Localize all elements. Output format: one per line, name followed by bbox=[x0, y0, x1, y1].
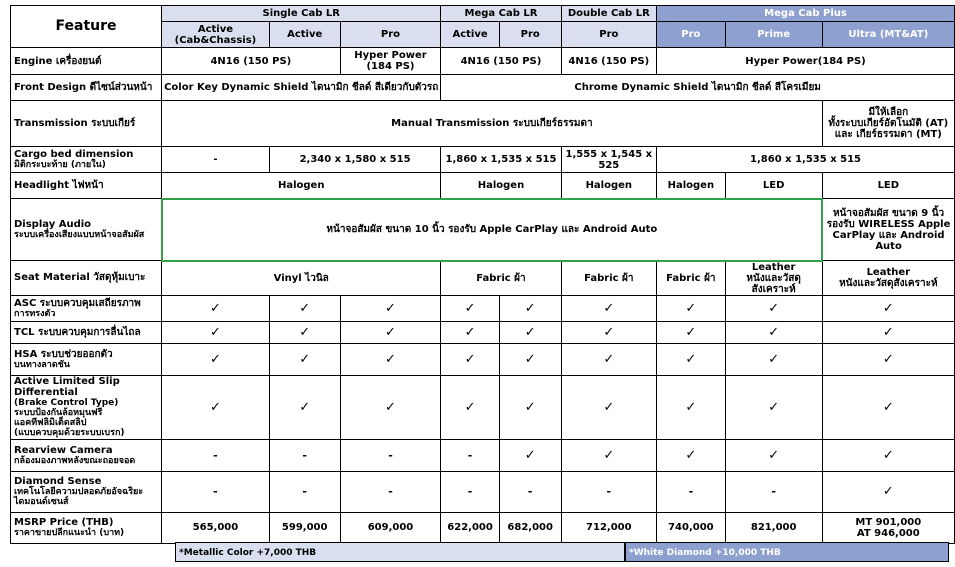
alsd-cell: ✓ bbox=[725, 375, 822, 439]
tcl-cell: ✓ bbox=[340, 321, 441, 343]
dia-cell: - bbox=[657, 471, 726, 512]
label-msrp-sub: ราคาขายปลีกแนะนำ (บาท) bbox=[14, 528, 125, 538]
row-seat bbox=[11, 261, 955, 296]
dia-cell: - bbox=[162, 471, 270, 512]
asc-cell: ✓ bbox=[441, 295, 499, 321]
hsa-cell: ✓ bbox=[561, 343, 656, 375]
label-asc bbox=[11, 295, 162, 321]
row-display-audio bbox=[11, 199, 955, 261]
label-asc-sub: การทรงตัว bbox=[14, 308, 56, 319]
audio-10-inch: หน้าจอสัมผัส ขนาด 10 นิ้ว รองรับ Apple CarPlay และ Android Auto bbox=[162, 199, 823, 261]
sub-plus-pro: Pro bbox=[657, 22, 726, 48]
tcl-cell: ✓ bbox=[822, 321, 954, 343]
sub-mega-pro: Pro bbox=[499, 22, 561, 48]
label-front-design: Front Design ดีไซน์ส่วนหน้า bbox=[11, 75, 162, 101]
row-rear-camera bbox=[11, 439, 955, 471]
seat-plus-pro: Fabric ผ้า bbox=[657, 261, 726, 296]
asc-cell: ✓ bbox=[269, 295, 340, 321]
alsd-cell: ✓ bbox=[822, 375, 954, 439]
row-hsa bbox=[11, 343, 955, 375]
row-alsd bbox=[11, 375, 955, 439]
engine-double: 4N16 (150 PS) bbox=[561, 48, 656, 75]
cam-cell: - bbox=[441, 439, 499, 471]
seat-single: Vinyl ไวนิล bbox=[162, 261, 441, 296]
asc-cell: ✓ bbox=[340, 295, 441, 321]
group-mega-cab-lr: Mega Cab LR bbox=[441, 6, 561, 22]
msrp-cell: 712,000 bbox=[561, 512, 656, 543]
label-alsd-main: Active Limited Slip Differential bbox=[14, 376, 120, 398]
trans-ultra: มีให้เลือก ทั้งระบบเกียร์อัตโนมัติ (AT) และ เกียร์ธรรมดา (MT) bbox=[822, 101, 954, 147]
msrp-cell: 740,000 bbox=[657, 512, 726, 543]
tcl-cell: ✓ bbox=[657, 321, 726, 343]
sub-double-pro: Pro bbox=[561, 22, 656, 48]
label-tcl: TCL ระบบควบคุมการลื่นไถล bbox=[11, 321, 162, 343]
tcl-cell: ✓ bbox=[499, 321, 561, 343]
label-dia-main: Diamond Sense bbox=[14, 476, 102, 487]
tcl-cell: ✓ bbox=[441, 321, 499, 343]
label-display-audio bbox=[11, 199, 162, 261]
spec-table-wrapper bbox=[10, 5, 955, 544]
label-diamond-sense bbox=[11, 471, 162, 512]
label-rear-camera bbox=[11, 439, 162, 471]
hsa-cell: ✓ bbox=[340, 343, 441, 375]
spec-table bbox=[10, 5, 955, 544]
cargo-single-cab-chassis: - bbox=[162, 147, 270, 173]
label-engine: Engine เครื่องยนต์ bbox=[11, 48, 162, 75]
feature-header: Feature bbox=[11, 6, 162, 48]
headlight-double: Halogen bbox=[561, 173, 656, 199]
engine-single-pro: Hyper Power (184 PS) bbox=[340, 48, 441, 75]
label-cargo-main: Cargo bed dimension bbox=[14, 149, 134, 160]
footnote-white-diamond: *White Diamond +10,000 THB bbox=[625, 542, 949, 562]
cargo-plus: 1,860 x 1,535 x 515 bbox=[657, 147, 955, 173]
dia-cell: - bbox=[269, 471, 340, 512]
row-front-design bbox=[11, 75, 955, 101]
msrp-cell: 599,000 bbox=[269, 512, 340, 543]
cam-cell: ✓ bbox=[499, 439, 561, 471]
tcl-cell: ✓ bbox=[561, 321, 656, 343]
msrp-cell: 565,000 bbox=[162, 512, 270, 543]
alsd-cell: ✓ bbox=[162, 375, 270, 439]
asc-cell: ✓ bbox=[657, 295, 726, 321]
asc-cell: ✓ bbox=[499, 295, 561, 321]
label-headlight: Headlight ไฟหน้า bbox=[11, 173, 162, 199]
group-header-row bbox=[11, 6, 955, 22]
dia-cell: ✓ bbox=[822, 471, 954, 512]
alsd-cell: ✓ bbox=[441, 375, 499, 439]
row-msrp bbox=[11, 512, 955, 543]
dia-cell: - bbox=[340, 471, 441, 512]
cargo-single: 2,340 x 1,580 x 515 bbox=[269, 147, 441, 173]
cam-cell: - bbox=[269, 439, 340, 471]
tcl-cell: ✓ bbox=[162, 321, 270, 343]
row-asc bbox=[11, 295, 955, 321]
trans-manual: Manual Transmission ระบบเกียร์ธรรมดา bbox=[162, 101, 823, 147]
asc-cell: ✓ bbox=[822, 295, 954, 321]
sub-plus-prime: Prime bbox=[725, 22, 822, 48]
cam-cell: - bbox=[340, 439, 441, 471]
group-double-cab-lr: Double Cab LR bbox=[561, 6, 656, 22]
headlight-plus-ultra: LED bbox=[822, 173, 954, 199]
cargo-mega: 1,860 x 1,535 x 515 bbox=[441, 147, 561, 173]
engine-plus: Hyper Power(184 PS) bbox=[657, 48, 955, 75]
cam-cell: ✓ bbox=[657, 439, 726, 471]
cam-cell: ✓ bbox=[561, 439, 656, 471]
asc-cell: ✓ bbox=[725, 295, 822, 321]
seat-plus-prime: Leather หนังและวัสดุสังเคราะห์ bbox=[725, 261, 822, 296]
group-single-cab-lr: Single Cab LR bbox=[162, 6, 441, 22]
tcl-cell: ✓ bbox=[269, 321, 340, 343]
label-cargo bbox=[11, 147, 162, 173]
label-hsa bbox=[11, 343, 162, 375]
label-transmission: Transmission ระบบเกียร์ bbox=[11, 101, 162, 147]
asc-cell: ✓ bbox=[561, 295, 656, 321]
row-transmission bbox=[11, 101, 955, 147]
label-msrp-main: MSRP Price (THB) bbox=[14, 517, 114, 528]
footnote-bar bbox=[175, 542, 949, 562]
row-diamond-sense bbox=[11, 471, 955, 512]
label-hsa-sub: บนทางลาดชัน bbox=[14, 359, 70, 370]
msrp-cell: 609,000 bbox=[340, 512, 441, 543]
msrp-cell: 821,000 bbox=[725, 512, 822, 543]
row-headlight bbox=[11, 173, 955, 199]
hsa-cell: ✓ bbox=[269, 343, 340, 375]
dia-cell: - bbox=[499, 471, 561, 512]
audio-9-inch: หน้าจอสัมผัส ขนาด 9 นิ้ว รองรับ WIRELESS Apple CarPlay และ Android Auto bbox=[822, 199, 954, 261]
headlight-plus-prime: LED bbox=[725, 173, 822, 199]
headlight-single: Halogen bbox=[162, 173, 441, 199]
engine-single-active: 4N16 (150 PS) bbox=[162, 48, 341, 75]
cargo-double: 1,555 x 1,545 x 525 bbox=[561, 147, 656, 173]
alsd-cell: ✓ bbox=[657, 375, 726, 439]
hsa-cell: ✓ bbox=[441, 343, 499, 375]
row-engine bbox=[11, 48, 955, 75]
alsd-cell: ✓ bbox=[561, 375, 656, 439]
seat-double: Fabric ผ้า bbox=[561, 261, 656, 296]
sub-single-active: Active bbox=[269, 22, 340, 48]
cam-cell: ✓ bbox=[725, 439, 822, 471]
dia-cell: - bbox=[725, 471, 822, 512]
sub-plus-ultra: Ultra (MT&AT) bbox=[822, 22, 954, 48]
seat-plus-ultra: Leather หนังและวัสดุสังเคราะห์ bbox=[822, 261, 954, 296]
seat-mega: Fabric ผ้า bbox=[441, 261, 561, 296]
msrp-cell: 622,000 bbox=[441, 512, 499, 543]
alsd-cell: ✓ bbox=[499, 375, 561, 439]
label-audio-main: Display Audio bbox=[14, 219, 92, 230]
group-mega-cab-plus: Mega Cab Plus bbox=[657, 6, 955, 22]
label-hsa-main: HSA ระบบช่วยออกตัว bbox=[14, 348, 113, 360]
label-dia-sub: เทคโนโลยีความปลอดภัยอัจฉริยะ ไดมอนด์เซนส์ bbox=[14, 487, 144, 507]
row-tcl bbox=[11, 321, 955, 343]
cam-cell: - bbox=[162, 439, 270, 471]
alsd-cell: ✓ bbox=[269, 375, 340, 439]
msrp-cell: 682,000 bbox=[499, 512, 561, 543]
label-asc-main: ASC ระบบควบคุมเสถียรภาพ bbox=[14, 297, 141, 309]
sub-mega-active: Active bbox=[441, 22, 499, 48]
label-cam-main: Rearview Camera bbox=[14, 444, 113, 456]
row-cargo bbox=[11, 147, 955, 173]
asc-cell: ✓ bbox=[162, 295, 270, 321]
label-audio-sub: ระบบเครื่องเสียงแบบหน้าจอสัมผัส bbox=[14, 230, 145, 240]
headlight-mega: Halogen bbox=[441, 173, 561, 199]
headlight-plus-pro: Halogen bbox=[657, 173, 726, 199]
engine-mega: 4N16 (150 PS) bbox=[441, 48, 561, 75]
cam-cell: ✓ bbox=[822, 439, 954, 471]
alsd-cell: ✓ bbox=[340, 375, 441, 439]
front-color-key: Color Key Dynamic Shield ไดนามิก ชีลด์ สีเดียวกับตัวรถ bbox=[162, 75, 441, 101]
label-msrp bbox=[11, 512, 162, 543]
hsa-cell: ✓ bbox=[725, 343, 822, 375]
msrp-cell: MT 901,000 AT 946,000 bbox=[822, 512, 954, 543]
label-alsd bbox=[11, 375, 162, 439]
sub-single-active-cab-chassis: Active (Cab&Chassis) bbox=[162, 22, 270, 48]
dia-cell: - bbox=[441, 471, 499, 512]
label-seat: Seat Material วัสดุหุ้มเบาะ bbox=[11, 261, 162, 296]
sub-single-pro: Pro bbox=[340, 22, 441, 48]
footnote-metallic-color: *Metallic Color +7,000 THB bbox=[175, 542, 625, 562]
hsa-cell: ✓ bbox=[657, 343, 726, 375]
hsa-cell: ✓ bbox=[822, 343, 954, 375]
dia-cell: - bbox=[561, 471, 656, 512]
label-alsd-sub: (Brake Control Type) ระบบป้องกันล้อหมุนฟรี แอคทีฟลิมิเต็ดสลิป (แบบควบคุมด้วยระบบเบรก) bbox=[14, 398, 125, 438]
front-chrome: Chrome Dynamic Shield ไดนามิก ชีลด์ สีโครเมียม bbox=[441, 75, 955, 101]
hsa-cell: ✓ bbox=[499, 343, 561, 375]
tcl-cell: ✓ bbox=[725, 321, 822, 343]
hsa-cell: ✓ bbox=[162, 343, 270, 375]
label-cargo-sub: มิติกระบะท้าย (ภายใน) bbox=[14, 160, 106, 170]
label-cam-sub: กล้องมองภาพหลังขณะถอยจอด bbox=[14, 455, 136, 466]
